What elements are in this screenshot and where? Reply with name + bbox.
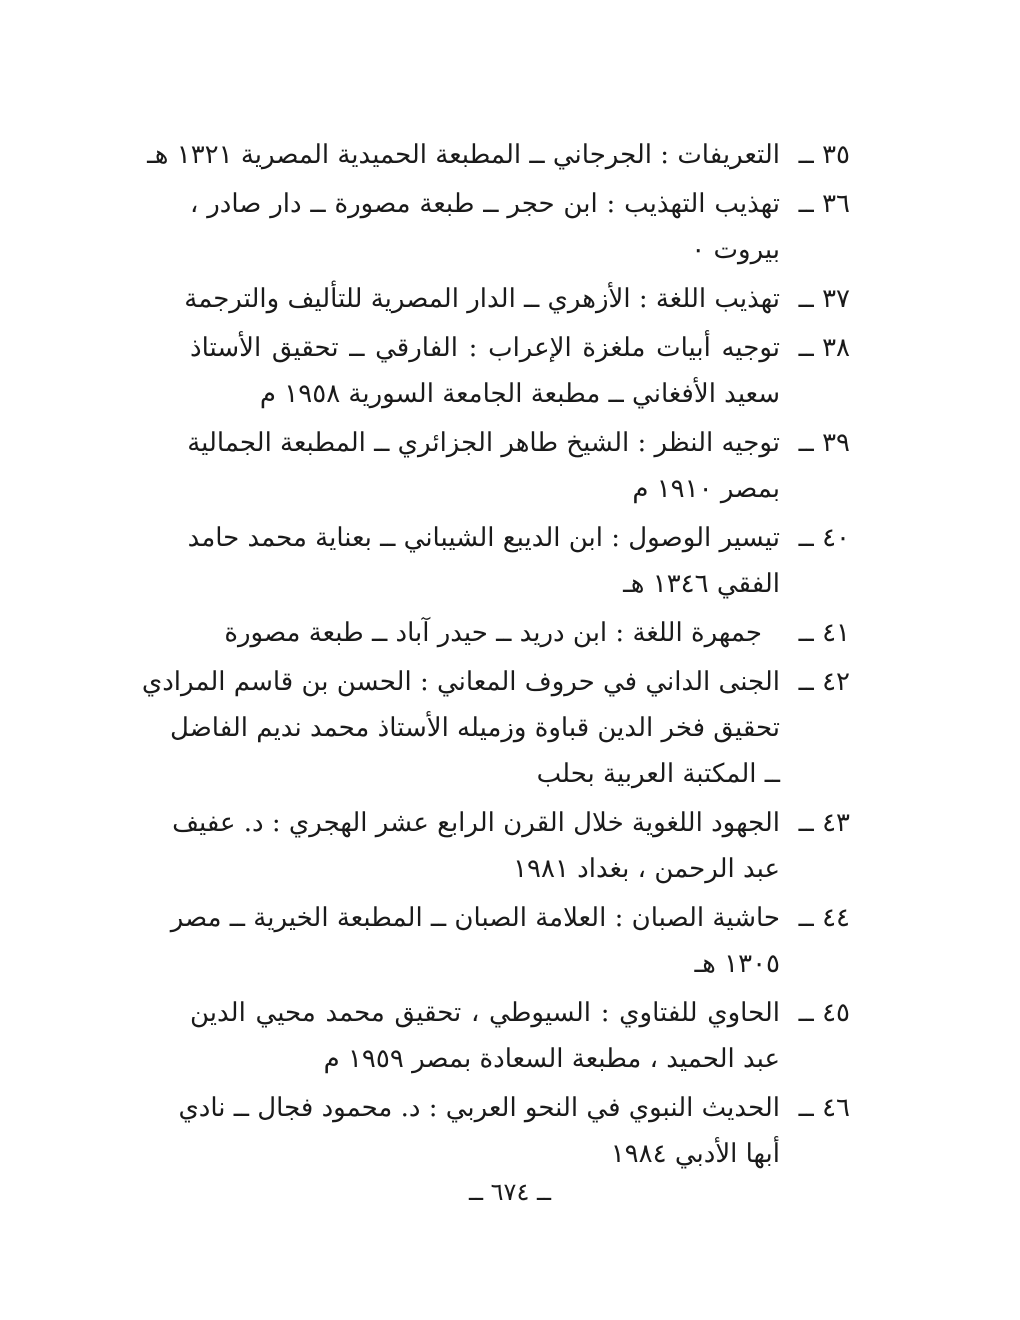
- entry-number: ٣٦ ــ: [798, 189, 850, 219]
- entry-text: جمهرة اللغة : ابن دريد ــ حيدر آباد ــ طبعة مصورة: [224, 618, 762, 648]
- entry-text-continuation: أبها الأدبي ١٩٨٤: [610, 1139, 780, 1169]
- list-item: [170, 895, 850, 987]
- entry-text-continuation: الفقي ١٣٤٦ هـ: [623, 569, 780, 599]
- entry-text-continuation: بيروت ٠: [691, 235, 780, 265]
- list-item: [141, 659, 850, 797]
- entry-number: ٤٣ ــ: [798, 808, 850, 838]
- entry-number: ٣٥ ــ: [798, 140, 850, 170]
- list-item: [178, 1085, 850, 1177]
- entry-text-continuation: بمصر ١٩١٠ م: [632, 474, 780, 504]
- entry-text: حاشية الصبان : العلامة الصبان ــ المطبعة الخيرية ــ مصر: [170, 903, 780, 933]
- list-item: [187, 420, 850, 512]
- entry-number: ٤٦ ــ: [798, 1093, 850, 1123]
- entry-text-continuation: ١٣٠٥ هـ: [694, 949, 780, 979]
- page-number: ــ ٦٧٤ ــ: [468, 1178, 552, 1206]
- entry-number: ٣٨ ــ: [798, 333, 850, 363]
- list-item: [190, 181, 850, 273]
- entry-text: الحديث النبوي في النحو العربي : د. محمود فجال ــ نادي: [178, 1093, 780, 1123]
- list-item: [190, 325, 850, 417]
- entry-text-continuation: تحقيق فخر الدين قباوة وزميله الأستاذ محمد نديم الفاضل: [170, 713, 780, 743]
- entry-text: التعريفات : الجرجاني ــ المطبعة الحميدية المصرية ١٣٢١ هـ: [147, 140, 780, 170]
- entry-number: ٤٥ ــ: [798, 998, 850, 1028]
- list-item: [190, 990, 850, 1082]
- list-item: [172, 800, 850, 892]
- entry-number: ٣٧ ــ: [798, 284, 850, 314]
- entry-text-continuation: ــ المكتبة العربية بحلب: [536, 759, 780, 789]
- entry-text: الحاوي للفتاوي : السيوطي ، تحقيق محمد محيي الدين: [190, 998, 780, 1028]
- entry-text-continuation: سعيد الأفغاني ــ مطبعة الجامعة السورية ١٩٥٨ م: [259, 379, 780, 409]
- list-item: [187, 515, 850, 607]
- bibliography-list: [141, 132, 850, 1180]
- list-item: [184, 276, 850, 322]
- entry-number: ٤٤ ــ: [798, 903, 850, 933]
- entry-text: توجيه أبيات ملغزة الإعراب : الفارقي ــ تحقيق الأستاذ: [190, 333, 780, 363]
- entry-text: تهذيب اللغة : الأزهري ــ الدار المصرية للتأليف والترجمة: [184, 284, 780, 314]
- entry-text: الجنى الداني في حروف المعاني : الحسن بن قاسم المرادي: [141, 667, 780, 697]
- list-item: [190, 610, 850, 656]
- entry-number: ٤١ ــ: [798, 618, 850, 648]
- entry-text: الجهود اللغوية خلال القرن الرابع عشر الهجري : د. عفيف: [172, 808, 780, 838]
- entry-number: ٤٢ ــ: [798, 667, 850, 697]
- entry-text-continuation: عبد الرحمن ، بغداد ١٩٨١: [513, 854, 780, 884]
- entry-text: تهذيب التهذيب : ابن حجر ــ طبعة مصورة ــ دار صادر ،: [190, 189, 780, 219]
- entry-number: ٣٩ ــ: [798, 428, 850, 458]
- entry-number: ٤٠ ــ: [798, 523, 850, 553]
- entry-text: تيسير الوصول : ابن الديبع الشيباني ــ بعناية محمد حامد: [187, 523, 780, 553]
- list-item: [147, 132, 850, 178]
- entry-text: توجيه النظر : الشيخ طاهر الجزائري ــ المطبعة الجمالية: [187, 428, 780, 458]
- entry-text-continuation: عبد الحميد ، مطبعة السعادة بمصر ١٩٥٩ م: [323, 1044, 780, 1074]
